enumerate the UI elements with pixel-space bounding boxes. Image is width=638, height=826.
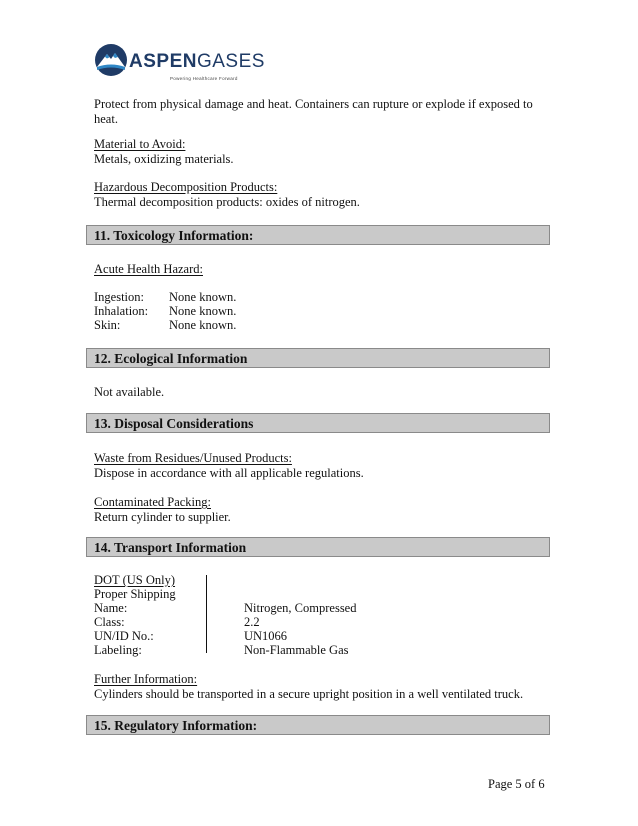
toxicology-label: Ingestion: xyxy=(94,290,144,304)
intro-line-1: Protect from physical damage and heat. Containers can rupture or explode if exposed to xyxy=(94,97,533,111)
logo-tagline: Powering Healthcare Forward xyxy=(170,76,238,81)
transport-label: Class: xyxy=(94,615,125,629)
section-12-header xyxy=(86,348,550,368)
waste-text: Dispose in accordance with all applicable regulations. xyxy=(94,466,364,480)
toxicology-value: None known. xyxy=(169,304,237,318)
transport-value: 2.2 xyxy=(244,615,260,629)
section-14-title: 14. Transport Information xyxy=(94,540,247,555)
transport-label: UN/ID No.: xyxy=(94,629,154,643)
transport-value: Nitrogen, Compressed xyxy=(244,601,357,615)
section-11-title: 11. Toxicology Information: xyxy=(94,228,254,243)
transport-label: Labeling: xyxy=(94,643,142,657)
transport-label: Name: xyxy=(94,601,128,615)
toxicology-value: None known. xyxy=(169,290,237,304)
transport-row xyxy=(94,643,349,658)
transport-value: Non-Flammable Gas xyxy=(244,643,349,657)
ecological-text: Not available. xyxy=(94,385,165,399)
section-15-title: 15. Regulatory Information: xyxy=(94,718,258,733)
further-info-heading: Further Information: xyxy=(94,672,198,686)
toxicology-label: Skin: xyxy=(94,318,121,332)
toxicology-row xyxy=(94,304,237,319)
section-13-header xyxy=(86,413,550,433)
dot-heading: DOT (US Only) xyxy=(94,573,176,587)
toxicology-label: Inhalation: xyxy=(94,304,149,318)
decomposition-heading: Hazardous Decomposition Products: xyxy=(94,180,278,194)
material-to-avoid xyxy=(94,137,554,167)
section-11-header xyxy=(86,225,550,245)
logo-wordmark xyxy=(129,52,265,71)
proper-shipping-label: Proper Shipping xyxy=(94,587,176,601)
toxicology-row xyxy=(94,290,237,305)
acute-health-hazard-heading: Acute Health Hazard: xyxy=(94,262,203,276)
waste-heading: Waste from Residues/Unused Products: xyxy=(94,451,292,465)
transport-row xyxy=(94,601,357,616)
packing-text: Return cylinder to supplier. xyxy=(94,510,231,524)
decomposition-text: Thermal decomposition products: oxides of nitrogen. xyxy=(94,195,360,209)
mountain-logo-icon xyxy=(94,43,128,77)
section-14-header xyxy=(86,537,550,557)
material-to-avoid-heading: Material to Avoid: xyxy=(94,137,186,151)
transport-row xyxy=(94,615,260,630)
page-number: Page 5 of 6 xyxy=(488,777,545,791)
section-15-header xyxy=(86,715,550,735)
intro-line-2: heat. xyxy=(94,112,118,126)
logo-brand-bold: ASPEN xyxy=(129,51,197,72)
transport-value: UN1066 xyxy=(244,629,288,643)
material-to-avoid-text: Metals, oxidizing materials. xyxy=(94,152,234,166)
toxicology-row xyxy=(94,318,237,333)
aspen-gases-logo xyxy=(94,40,264,80)
logo-brand-rest: GASES xyxy=(196,51,265,72)
transport-divider xyxy=(206,575,207,653)
section-12-title: 12. Ecological Information xyxy=(94,351,248,366)
transport-row xyxy=(94,629,288,644)
section-13-title: 13. Disposal Considerations xyxy=(94,416,254,431)
packing-heading: Contaminated Packing: xyxy=(94,495,211,509)
intro-paragraph xyxy=(94,97,554,127)
decomposition-products xyxy=(94,180,554,210)
further-info-text: Cylinders should be transported in a secure upright position in a well ventilated truck. xyxy=(94,687,524,701)
toxicology-value: None known. xyxy=(169,318,237,332)
